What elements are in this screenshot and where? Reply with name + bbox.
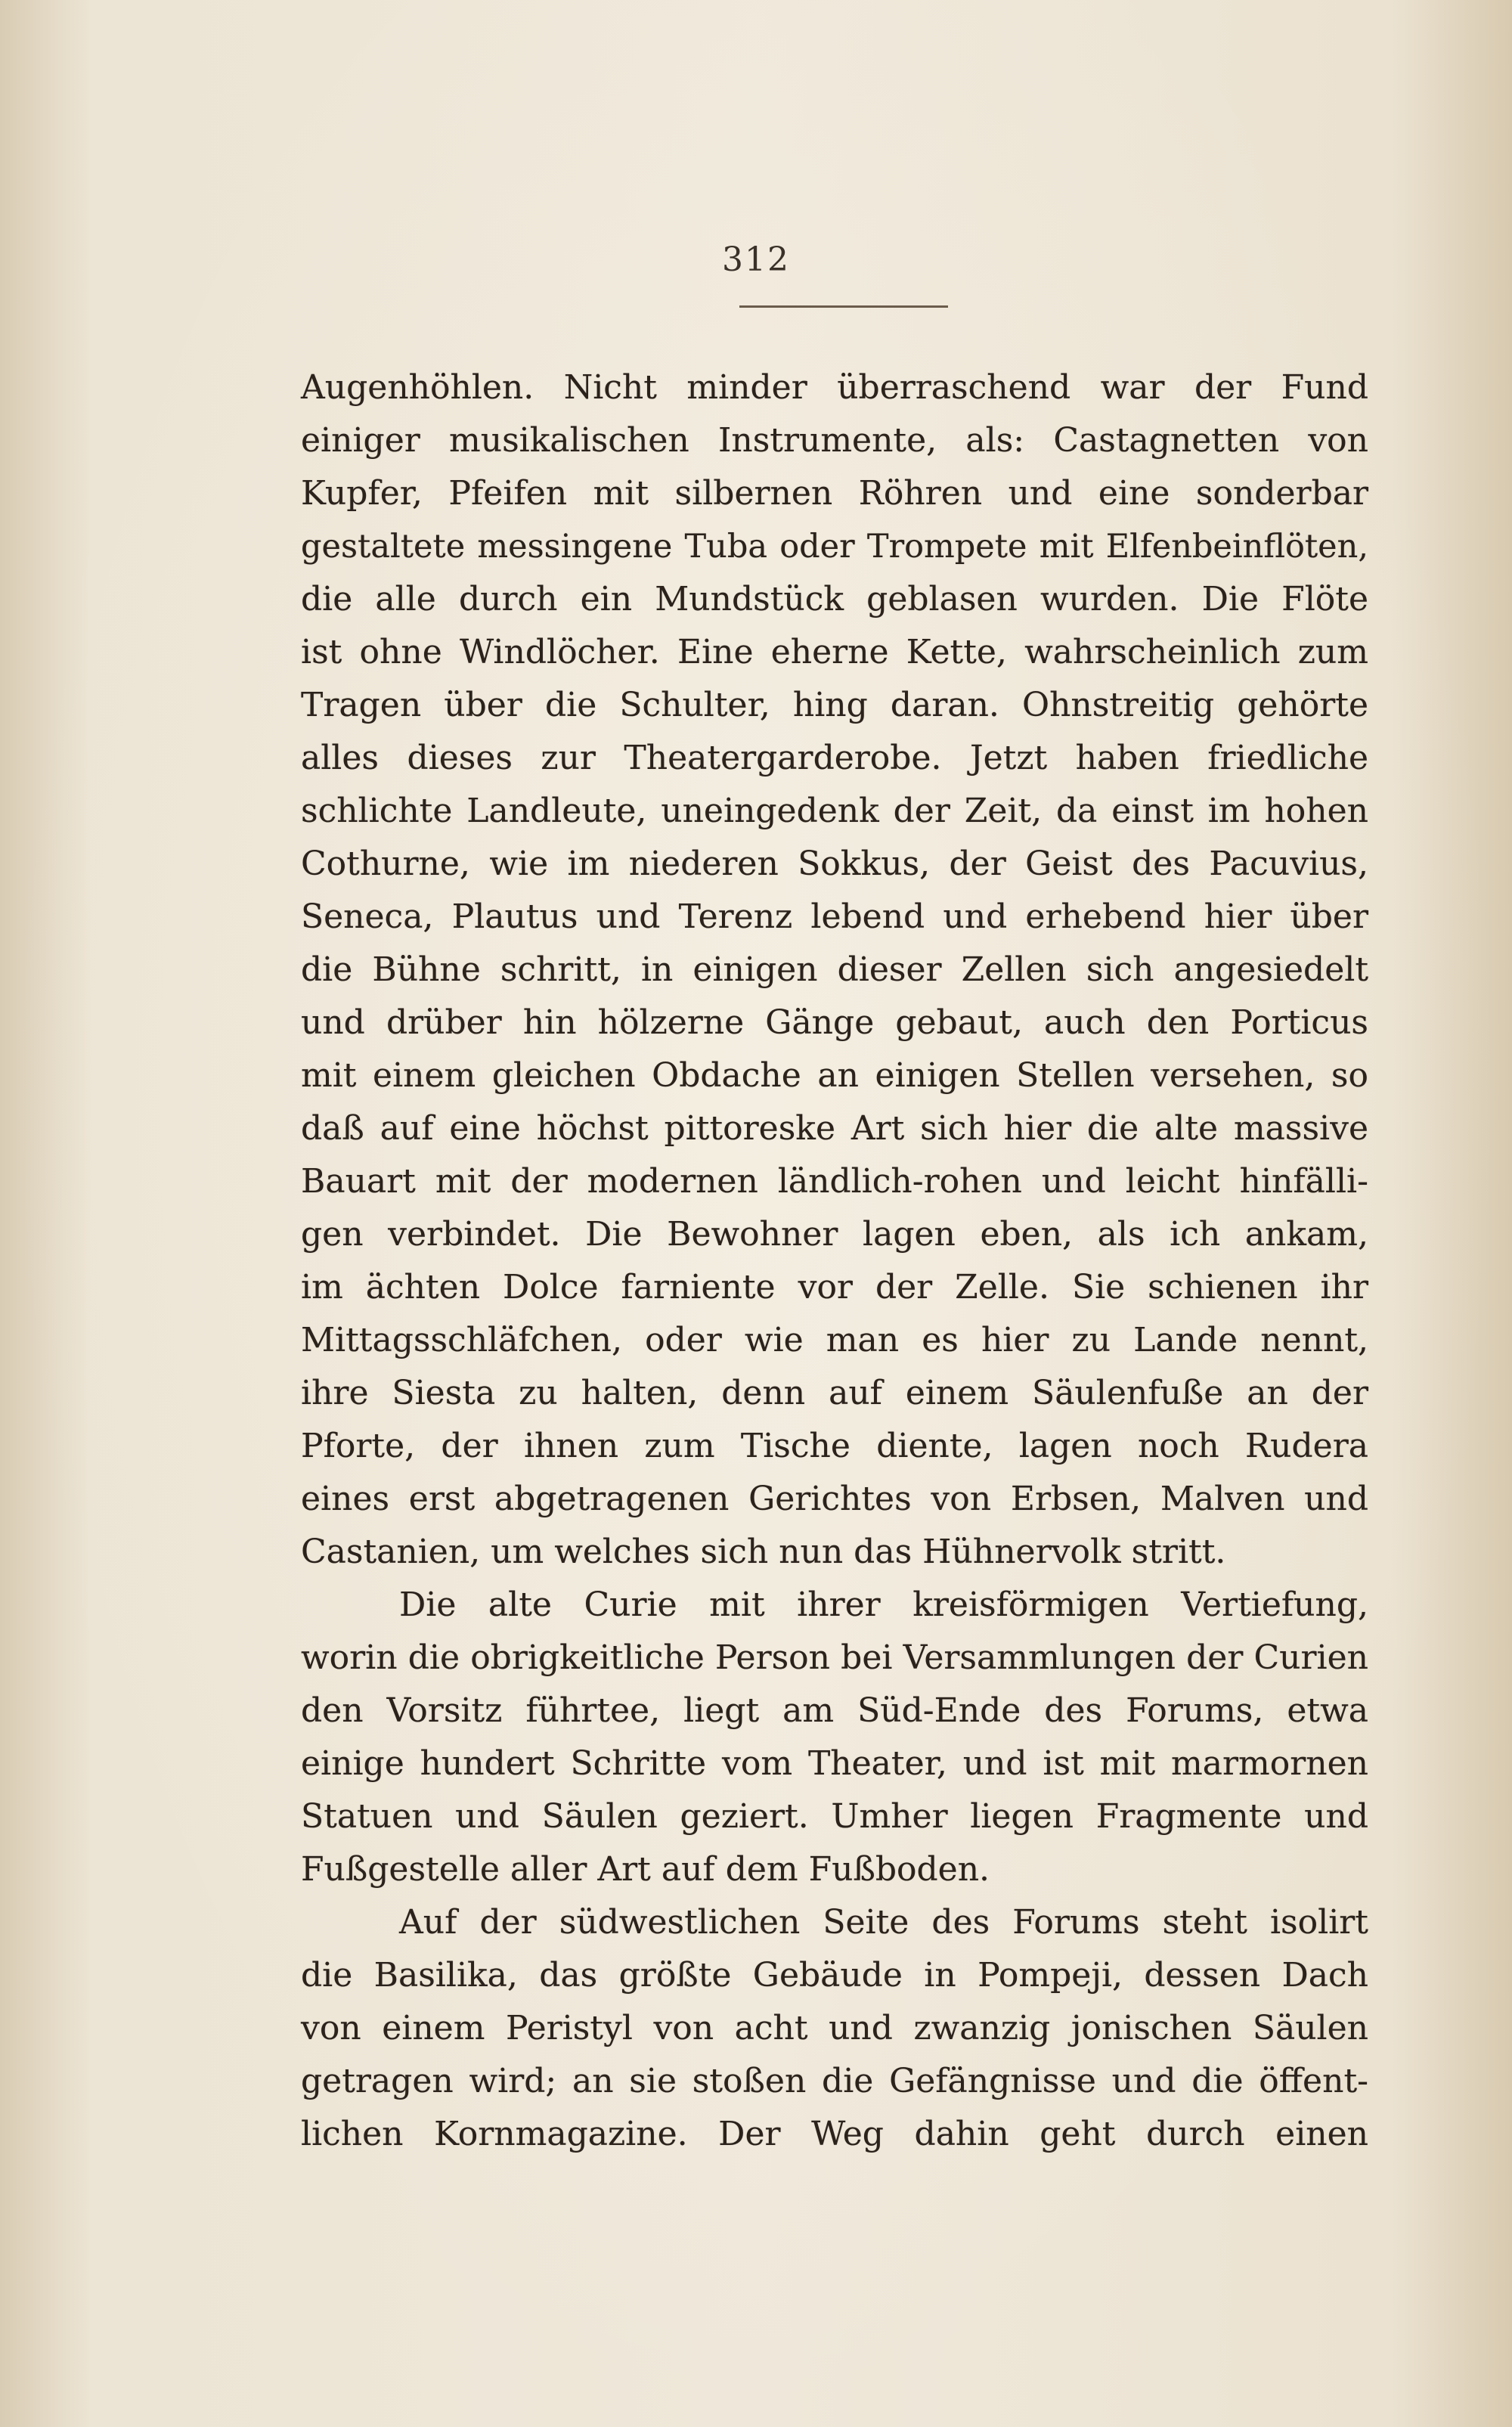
text-line: gestaltete messingene Tuba oder Trompete mit Elfenbeinflöten, bbox=[301, 528, 1368, 566]
text-line: Pforte, der ihnen zum Tische diente, lagen noch Rudera bbox=[301, 1427, 1368, 1465]
text-line: Mittagsschläfchen, oder wie man es hier zu Lande nennt, bbox=[301, 1321, 1368, 1359]
text-line: schlichte Landleute, uneingedenk der Zeit, da einst im hohen bbox=[301, 792, 1368, 830]
text-line: Bauart mit der modernen ländlich-rohen und leicht hinfälli- bbox=[301, 1162, 1368, 1201]
text-line: einige hundert Schritte vom Theater, und ist mit marmornen bbox=[301, 1744, 1368, 1783]
body-text bbox=[301, 361, 1368, 2161]
text-line: den Vorsitz führtee, liegt am Süd-Ende des Forums, etwa bbox=[301, 1691, 1368, 1730]
text-line: lichen Kornmagazine. Der Weg dahin geht durch einen bbox=[301, 2115, 1368, 2153]
text-line: und drüber hin hölzerne Gänge gebaut, auch den Porticus bbox=[301, 1003, 1368, 1042]
text-line: einiger musikalischen Instrumente, als: Castagnetten von bbox=[301, 421, 1368, 460]
text-line: Auf der südwestlichen Seite des Forums steht isolirt bbox=[399, 1903, 1368, 1942]
text-line: Castanien, um welches sich nun das Hühnervolk stritt. bbox=[301, 1533, 1226, 1571]
text-line: Augenhöhlen. Nicht minder überraschend war der Fund bbox=[301, 368, 1368, 407]
text-line: Seneca, Plautus und Terenz lebend und erhebend hier über bbox=[301, 897, 1368, 936]
text-line: Fußgestelle aller Art auf dem Fußboden. bbox=[301, 1850, 990, 1889]
text-line: ihre Siesta zu halten, denn auf einem Säulenfuße an der bbox=[301, 1374, 1368, 1412]
text-line: die Bühne schritt, in einigen dieser Zellen sich angesiedelt bbox=[301, 950, 1368, 989]
text-line: Tragen über die Schulter, hing daran. Ohnstreitig gehörte bbox=[301, 686, 1368, 724]
text-line: Statuen und Säulen geziert. Umher liegen Fragmente und bbox=[301, 1797, 1368, 1836]
text-line: getragen wird; an sie stoßen die Gefängnisse und die öffent- bbox=[301, 2062, 1368, 2100]
text-line: eines erst abgetragenen Gerichtes von Erbsen, Malven und bbox=[301, 1480, 1368, 1518]
text-line: ist ohne Windlöcher. Eine eherne Kette, wahrscheinlich zum bbox=[301, 633, 1368, 671]
text-line: die alle durch ein Mundstück geblasen wurden. Die Flöte bbox=[301, 580, 1368, 618]
text-line: gen verbindet. Die Bewohner lagen eben, als ich ankam, bbox=[301, 1215, 1368, 1254]
header-rule bbox=[739, 305, 948, 308]
text-line: Die alte Curie mit ihrer kreisförmigen Vertiefung, bbox=[399, 1585, 1368, 1624]
text-line: Cothurne, wie im niederen Sokkus, der Geist des Pacuvius, bbox=[301, 845, 1368, 883]
text-line: alles dieses zur Theatergarderobe. Jetzt haben friedliche bbox=[301, 739, 1368, 777]
text-line: daß auf eine höchst pittoreske Art sich hier die alte massive bbox=[301, 1109, 1368, 1148]
text-line: die Basilika, das größte Gebäude in Pompeji, dessen Dach bbox=[301, 1956, 1368, 1995]
text-line: worin die obrigkeitliche Person bei Versammlungen der Curien bbox=[301, 1638, 1368, 1677]
text-line: mit einem gleichen Obdache an einigen Stellen versehen, so bbox=[301, 1056, 1368, 1095]
page-number: 312 bbox=[722, 240, 790, 279]
text-line: im ächten Dolce farniente vor der Zelle. Sie schienen ihr bbox=[301, 1268, 1368, 1306]
text-line: von einem Peristyl von acht und zwanzig jonischen Säulen bbox=[301, 2009, 1368, 2047]
text-line: Kupfer, Pfeifen mit silbernen Röhren und eine sonderbar bbox=[301, 474, 1368, 513]
